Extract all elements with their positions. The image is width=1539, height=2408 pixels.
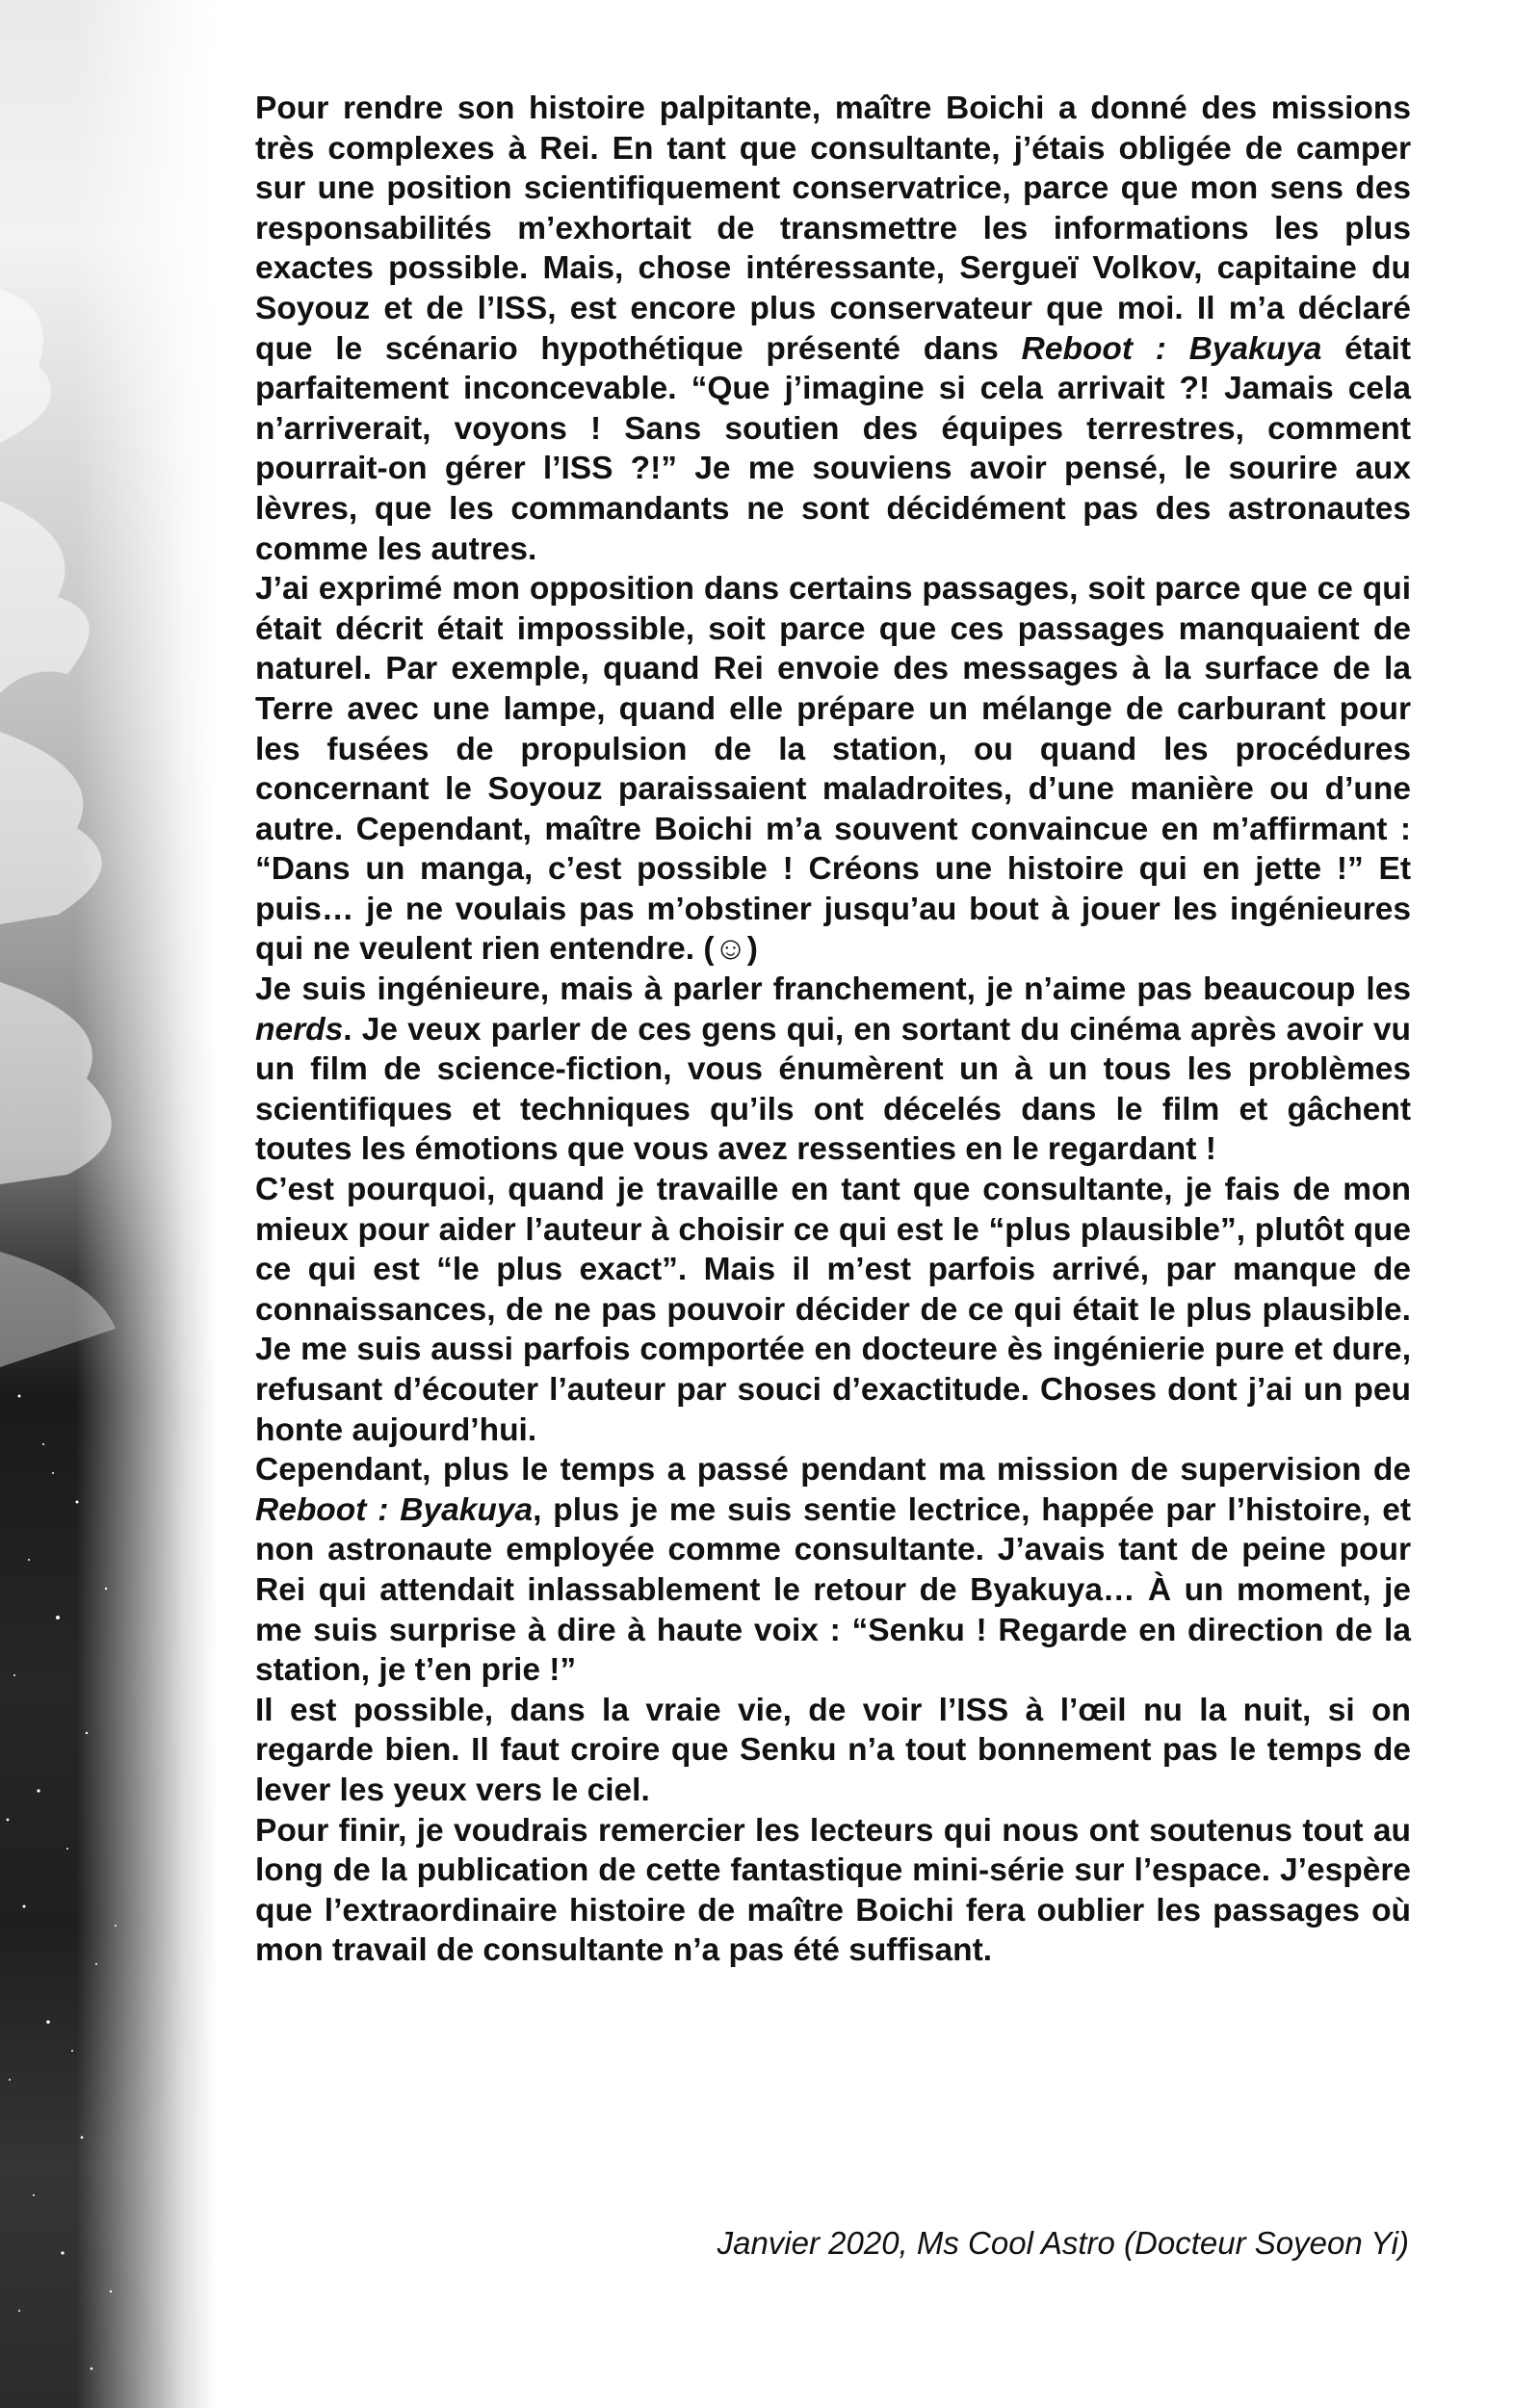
text-run: Cependant, plus le temps a passé pendant ma mission de supervision de — [255, 1452, 1411, 1489]
text-run: Pour rendre son histoire palpitante, maître Boichi a donné des missions très complexes à Rei. En tant que consultante, j’étais obligée de camper sur une position scientifiquement conservatrice, parce que mon sens des responsabilités m’exhortait de transmettre les informations les plus exactes possible. Mais, chose intéressante, Sergueï Volkov, capitaine du Soyouz et de l’ISS, est encore plus conservateur que moi. Il m’a déclaré que le scénario hypothétique présenté dans — [255, 91, 1411, 367]
earth-space-texture — [0, 0, 217, 2408]
text-run: Il est possible, dans la vraie vie, de voir l’ISS à l’œil nu la nuit, si on regarde bien. Il faut croire que Senku n’a tout bonnement pas le temps de lever les yeux vers le ciel. — [255, 1692, 1411, 1808]
paragraph — [255, 1450, 1411, 1691]
italic-title: Reboot : Byakuya — [1021, 330, 1322, 367]
text-run: Je suis ingénieure, mais à parler franchement, je n’aime pas beaucoup les — [255, 971, 1411, 1008]
earth-space-side-image — [0, 0, 217, 2408]
text-run: . Je veux parler de ces gens qui, en sortant du cinéma après avoir vu un film de science-fiction, vous énumèrent un à un tous les problèmes scientifiques et techniques qu’ils ont décelés dans le film et gâchent toutes les émotions que vous avez ressenties en le regardant ! — [255, 1011, 1411, 1168]
body-text — [255, 89, 1411, 1971]
paragraph — [255, 1811, 1411, 1971]
text-run: , plus je me suis sentie lectrice, happée par l’histoire, et non astronaute employée comme consultante. J’avais tant de peine pour Rei qui attendait inlassablement le retour de Byakuya… À un moment, je me suis surprise à dire à haute voix : “Senku ! Regarde en direction de la station, je t’en prie !” — [255, 1491, 1411, 1689]
paragraph — [255, 1691, 1411, 1811]
paragraph — [255, 569, 1411, 970]
text-run: C’est pourquoi, quand je travaille en tant que consultante, je fais de mon mieux pour aider l’auteur à choisir ce qui est le “plus plausible”, plutôt que ce qui est “le plus exact”. Mais il m’est parfois arrivé, par manque de connaissances, de ne pas pouvoir décider de ce qui était le plus plausible. Je me suis aussi parfois comportée en docteure ès ingénierie pure et dure, refusant d’écouter l’auteur par souci d’exactitude. Choses dont j’ai un peu honte aujourd’hui. — [255, 1172, 1411, 1448]
signature: Janvier 2020, Ms Cool Astro (Docteur Soyeon Yi) — [717, 2225, 1409, 2261]
text-run: Pour finir, je voudrais remercier les lecteurs qui nous ont soutenus tout au long de la publication de cette fantastique mini-série sur l’espace. J’espère que l’extraordinaire histoire de maître Boichi fera oublier les passages où mon travail de consultante n’a pas été suffisant. — [255, 1812, 1411, 1969]
paragraph — [255, 970, 1411, 1170]
text-run: était parfaitement inconcevable. “Que j’imagine si cela arrivait ?! Jamais cela n’arriverait, voyons ! Sans soutien des équipes terrestres, comment pourrait-on gérer l’ISS ?!” Je me souviens avoir pensé, le sourire aux lèvres, que les commandants ne sont décidément pas des astronautes comme les autres. — [255, 330, 1411, 567]
text-run: J’ai exprimé mon opposition dans certains passages, soit parce que ce qui était décrit était impossible, soit parce que ces passages manquaient de naturel. Par exemple, quand Rei envoie des messages à la surface de la Terre avec une lampe, quand elle prépare un mélange de carburant pour les fusées de propulsion de la station, ou quand les procédures concernant le Soyouz paraissaient maladroites, d’une manière ou d’une autre. Cependant, maître Boichi m’a souvent convaincue en m’affirmant : “Dans un manga, c’est possible ! Créons une histoire qui en jette !” Et puis… je ne voulais pas m’obstiner jusqu’au bout à jouer les ingénieures qui ne veulent rien entendre. (☺) — [255, 571, 1411, 968]
paragraph — [255, 1170, 1411, 1450]
italic-word: nerds — [255, 1011, 344, 1048]
paragraph — [255, 89, 1411, 569]
italic-title: Reboot : Byakuya — [255, 1491, 534, 1528]
